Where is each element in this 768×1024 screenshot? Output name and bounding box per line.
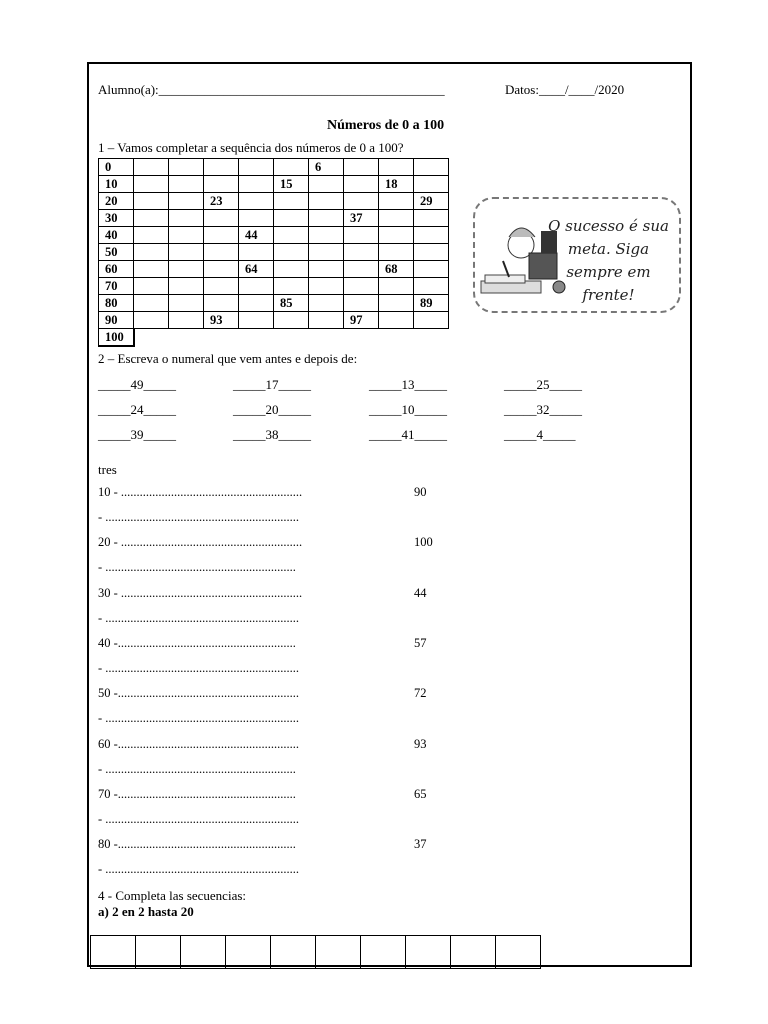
grid-cell-blank[interactable] (379, 227, 414, 244)
grid-row (99, 261, 449, 278)
grid-cell-blank[interactable] (134, 295, 169, 312)
grid-cell-blank[interactable] (204, 244, 239, 261)
grid-row (99, 227, 449, 244)
grid-cell-blank[interactable] (134, 210, 169, 227)
count-line-end-value: 93 (414, 736, 427, 751)
grid-cell-blank[interactable] (309, 261, 344, 278)
motivational-quote: O sucesso é sua meta. Siga sempre em frente! (548, 217, 669, 304)
grid-cell-filled: 80 (99, 295, 134, 312)
count-line-end-value: 72 (414, 686, 427, 701)
grid-cell-blank[interactable] (309, 295, 344, 312)
grid-cell-blank[interactable] (274, 261, 309, 278)
grid-cell-blank[interactable] (379, 193, 414, 210)
grid-cell-blank[interactable] (344, 193, 379, 210)
grid-cell-blank[interactable] (309, 278, 344, 295)
grid-cell-blank[interactable] (344, 244, 379, 261)
grid-cell-blank[interactable] (204, 261, 239, 278)
grid-cell-filled: 70 (99, 278, 134, 295)
grid-cell-blank[interactable] (344, 261, 379, 278)
grid-cell-filled: 20 (99, 193, 134, 210)
grid-cell-blank[interactable] (169, 227, 204, 244)
grid-cell-blank[interactable] (274, 278, 309, 295)
grid-cell-blank[interactable] (344, 176, 379, 193)
sequence-box[interactable] (181, 936, 226, 969)
grid-cell-blank[interactable] (204, 295, 239, 312)
grid-cell-filled: 68 (379, 261, 414, 278)
before-after-blank[interactable]: _____49_____ (98, 377, 176, 392)
grid-cell-blank[interactable] (204, 159, 239, 176)
count-line-continuation[interactable]: - .............................................................. (98, 610, 300, 625)
grid-cell-filled: 30 (99, 210, 134, 227)
sequence-box[interactable] (406, 936, 451, 969)
number-grid-0-100 (98, 158, 449, 347)
before-after-blank[interactable]: _____10_____ (369, 402, 447, 417)
before-after-blank[interactable]: _____17_____ (233, 377, 311, 392)
count-line-end-value: 44 (414, 585, 427, 600)
exercise-4-subtitle: a) 2 en 2 hasta 20 (98, 904, 194, 919)
grid-cell-blank[interactable] (169, 159, 204, 176)
grid-cell-blank[interactable] (309, 193, 344, 210)
sequence-box[interactable] (316, 936, 361, 969)
grid-cell-blank[interactable] (239, 176, 274, 193)
before-after-blank[interactable]: _____32_____ (504, 402, 582, 417)
grid-cell-filled: 23 (204, 193, 239, 210)
grid-cell-blank[interactable] (239, 159, 274, 176)
before-after-blank[interactable]: _____41_____ (369, 427, 447, 442)
grid-cell-blank[interactable] (169, 176, 204, 193)
grid-cell-filled: 6 (309, 159, 344, 176)
count-line-continuation[interactable]: - .............................................................. (98, 862, 300, 877)
grid-cell-filled: 60 (99, 261, 134, 278)
count-line-end-value: 65 (414, 786, 427, 801)
exercise-1-instruction: 1 – Vamos completar a sequência dos números de 0 a 100? (98, 140, 404, 155)
grid-row (99, 176, 449, 193)
before-after-blank[interactable]: _____13_____ (369, 377, 447, 392)
grid-cell-blank[interactable] (204, 176, 239, 193)
count-line-continuation[interactable]: - .............................................................. (98, 811, 300, 826)
grid-cell-blank[interactable] (134, 193, 169, 210)
grid-cell-filled: 40 (99, 227, 134, 244)
grid-cell-blank[interactable] (134, 159, 169, 176)
count-line-start[interactable]: 40 -......................................................... (98, 635, 296, 650)
count-line-start[interactable]: 50 -.......................................................... (98, 686, 300, 701)
grid-cell-blank[interactable] (344, 159, 379, 176)
grid-cell-blank[interactable] (414, 210, 449, 227)
count-line-continuation[interactable]: - .............................................................. (98, 711, 300, 726)
grid-cell-filled: 10 (99, 176, 134, 193)
grid-cell-blank[interactable] (414, 244, 449, 261)
count-line-continuation[interactable]: - .............................................................. (98, 510, 300, 524)
sequence-box[interactable] (91, 936, 136, 969)
grid-cell-filled: 44 (239, 227, 274, 244)
count-line-start[interactable]: 20 - .......................................................... (98, 535, 303, 550)
grid-cell-filled: 93 (204, 312, 239, 329)
grid-row (99, 244, 449, 261)
count-line-continuation[interactable]: - ............................................................. (98, 560, 296, 575)
grid-cell-filled: 37 (344, 210, 379, 227)
grid-cell-blank[interactable] (239, 295, 274, 312)
count-line-end-value: 90 (414, 485, 427, 499)
before-after-blank[interactable]: _____4_____ (504, 427, 576, 442)
grid-cell-blank[interactable] (169, 261, 204, 278)
grid-cell-filled: 18 (379, 176, 414, 193)
grid-cell-blank[interactable] (379, 159, 414, 176)
grid-cell-100: 100 (99, 329, 134, 347)
grid-cell-blank[interactable] (309, 244, 344, 261)
count-line-start[interactable]: 10 - .......................................................... (98, 485, 303, 499)
grid-row (99, 295, 449, 312)
grid-cell-filled: 29 (414, 193, 449, 210)
grid-cell-blank[interactable] (274, 227, 309, 244)
count-line-start[interactable]: 30 - .......................................................... (98, 585, 303, 600)
sequence-box[interactable] (136, 936, 181, 969)
grid-cell-blank[interactable] (239, 278, 274, 295)
count-line-start[interactable]: 60 -.......................................................... (98, 736, 300, 751)
grid-row (99, 278, 449, 295)
grid-cell-blank[interactable] (414, 176, 449, 193)
grid-cell-blank[interactable] (414, 312, 449, 329)
student-name-line: Alumno(a):____________________________________________ (98, 82, 445, 97)
grid-cell-blank[interactable] (344, 278, 379, 295)
grid-cell-blank[interactable] (274, 159, 309, 176)
before-after-blank[interactable]: _____25_____ (504, 377, 582, 392)
exercise-3-label: tres (98, 462, 117, 477)
before-after-blank[interactable]: _____39_____ (98, 427, 176, 442)
sequence-answer-boxes (90, 935, 541, 969)
grid-cell-blank[interactable] (379, 210, 414, 227)
grid-row (99, 312, 449, 329)
grid-cell-blank[interactable] (379, 278, 414, 295)
count-line-end-value: 100 (414, 535, 433, 550)
grid-cell-filled: 64 (239, 261, 274, 278)
grid-cell-blank[interactable] (309, 227, 344, 244)
grid-cell-blank[interactable] (239, 312, 274, 329)
count-line-continuation[interactable]: - ............................................................. (98, 761, 296, 776)
exercise-2-instruction: 2 – Escreva o numeral que vem antes e depois de: (98, 351, 358, 366)
grid-cell-blank[interactable] (274, 244, 309, 261)
grid-cell-blank[interactable] (274, 312, 309, 329)
grid-cell-blank[interactable] (309, 176, 344, 193)
grid-cell-blank[interactable] (204, 227, 239, 244)
grid-cell-blank[interactable] (239, 193, 274, 210)
grid-cell-blank[interactable] (204, 210, 239, 227)
grid-cell-blank[interactable] (379, 295, 414, 312)
motivational-card (473, 197, 681, 313)
sequence-box[interactable] (226, 936, 271, 969)
grid-cell-blank[interactable] (414, 159, 449, 176)
count-line-start[interactable]: 80 -......................................................... (98, 837, 296, 852)
grid-row (99, 193, 449, 210)
grid-cell-blank[interactable] (309, 210, 344, 227)
count-line-end-value: 57 (414, 635, 427, 650)
grid-row (99, 159, 449, 176)
grid-cell-blank[interactable] (204, 278, 239, 295)
grid-cell-filled: 50 (99, 244, 134, 261)
grid-cell-filled: 90 (99, 312, 134, 329)
grid-cell-blank[interactable] (414, 261, 449, 278)
before-after-blank[interactable]: _____20_____ (233, 402, 311, 417)
grid-cell-blank[interactable] (134, 227, 169, 244)
grid-cell-blank[interactable] (239, 244, 274, 261)
grid-cell-blank[interactable] (169, 312, 204, 329)
grid-cell-filled: 85 (274, 295, 309, 312)
sequence-box[interactable] (496, 936, 541, 969)
grid-row (99, 210, 449, 227)
grid-cell-blank[interactable] (344, 227, 379, 244)
grid-cell-filled: 0 (99, 159, 134, 176)
grid-cell-blank[interactable] (134, 244, 169, 261)
grid-cell-blank[interactable] (274, 210, 309, 227)
grid-cell-filled: 97 (344, 312, 379, 329)
grid-cell-blank[interactable] (134, 176, 169, 193)
grid-cell-blank[interactable] (169, 244, 204, 261)
grid-cell-blank[interactable] (169, 295, 204, 312)
grid-cell-blank[interactable] (169, 210, 204, 227)
page-title: Números de 0 a 100 (327, 118, 445, 133)
grid-cell-blank[interactable] (379, 244, 414, 261)
sequence-box[interactable] (451, 936, 496, 969)
grid-cell-blank[interactable] (134, 261, 169, 278)
grid-cell-filled: 89 (414, 295, 449, 312)
sequence-box[interactable] (271, 936, 316, 969)
sequence-box[interactable] (361, 936, 406, 969)
count-line-continuation[interactable]: - .............................................................. (98, 660, 300, 675)
grid-cell-blank[interactable] (414, 278, 449, 295)
grid-cell-blank[interactable] (134, 312, 169, 329)
grid-cell-blank[interactable] (379, 312, 414, 329)
grid-cell-blank[interactable] (344, 295, 379, 312)
grid-cell-blank[interactable] (274, 193, 309, 210)
count-line-end-value: 37 (414, 837, 427, 852)
grid-cell-blank[interactable] (239, 210, 274, 227)
grid-cell-blank[interactable] (414, 227, 449, 244)
count-line-start[interactable]: 70 -......................................................... (98, 786, 296, 801)
before-after-blank[interactable]: _____24_____ (98, 402, 176, 417)
before-after-blank[interactable]: _____38_____ (233, 427, 311, 442)
exercise-4-instruction: 4 - Completa las secuencias: (98, 888, 247, 903)
grid-cell-blank[interactable] (309, 312, 344, 329)
grid-cell-blank[interactable] (134, 278, 169, 295)
grid-cell-blank[interactable] (169, 193, 204, 210)
grid-cell-blank[interactable] (169, 278, 204, 295)
date-line: Datos:____/____/2020 (505, 82, 625, 97)
grid-cell-filled: 15 (274, 176, 309, 193)
